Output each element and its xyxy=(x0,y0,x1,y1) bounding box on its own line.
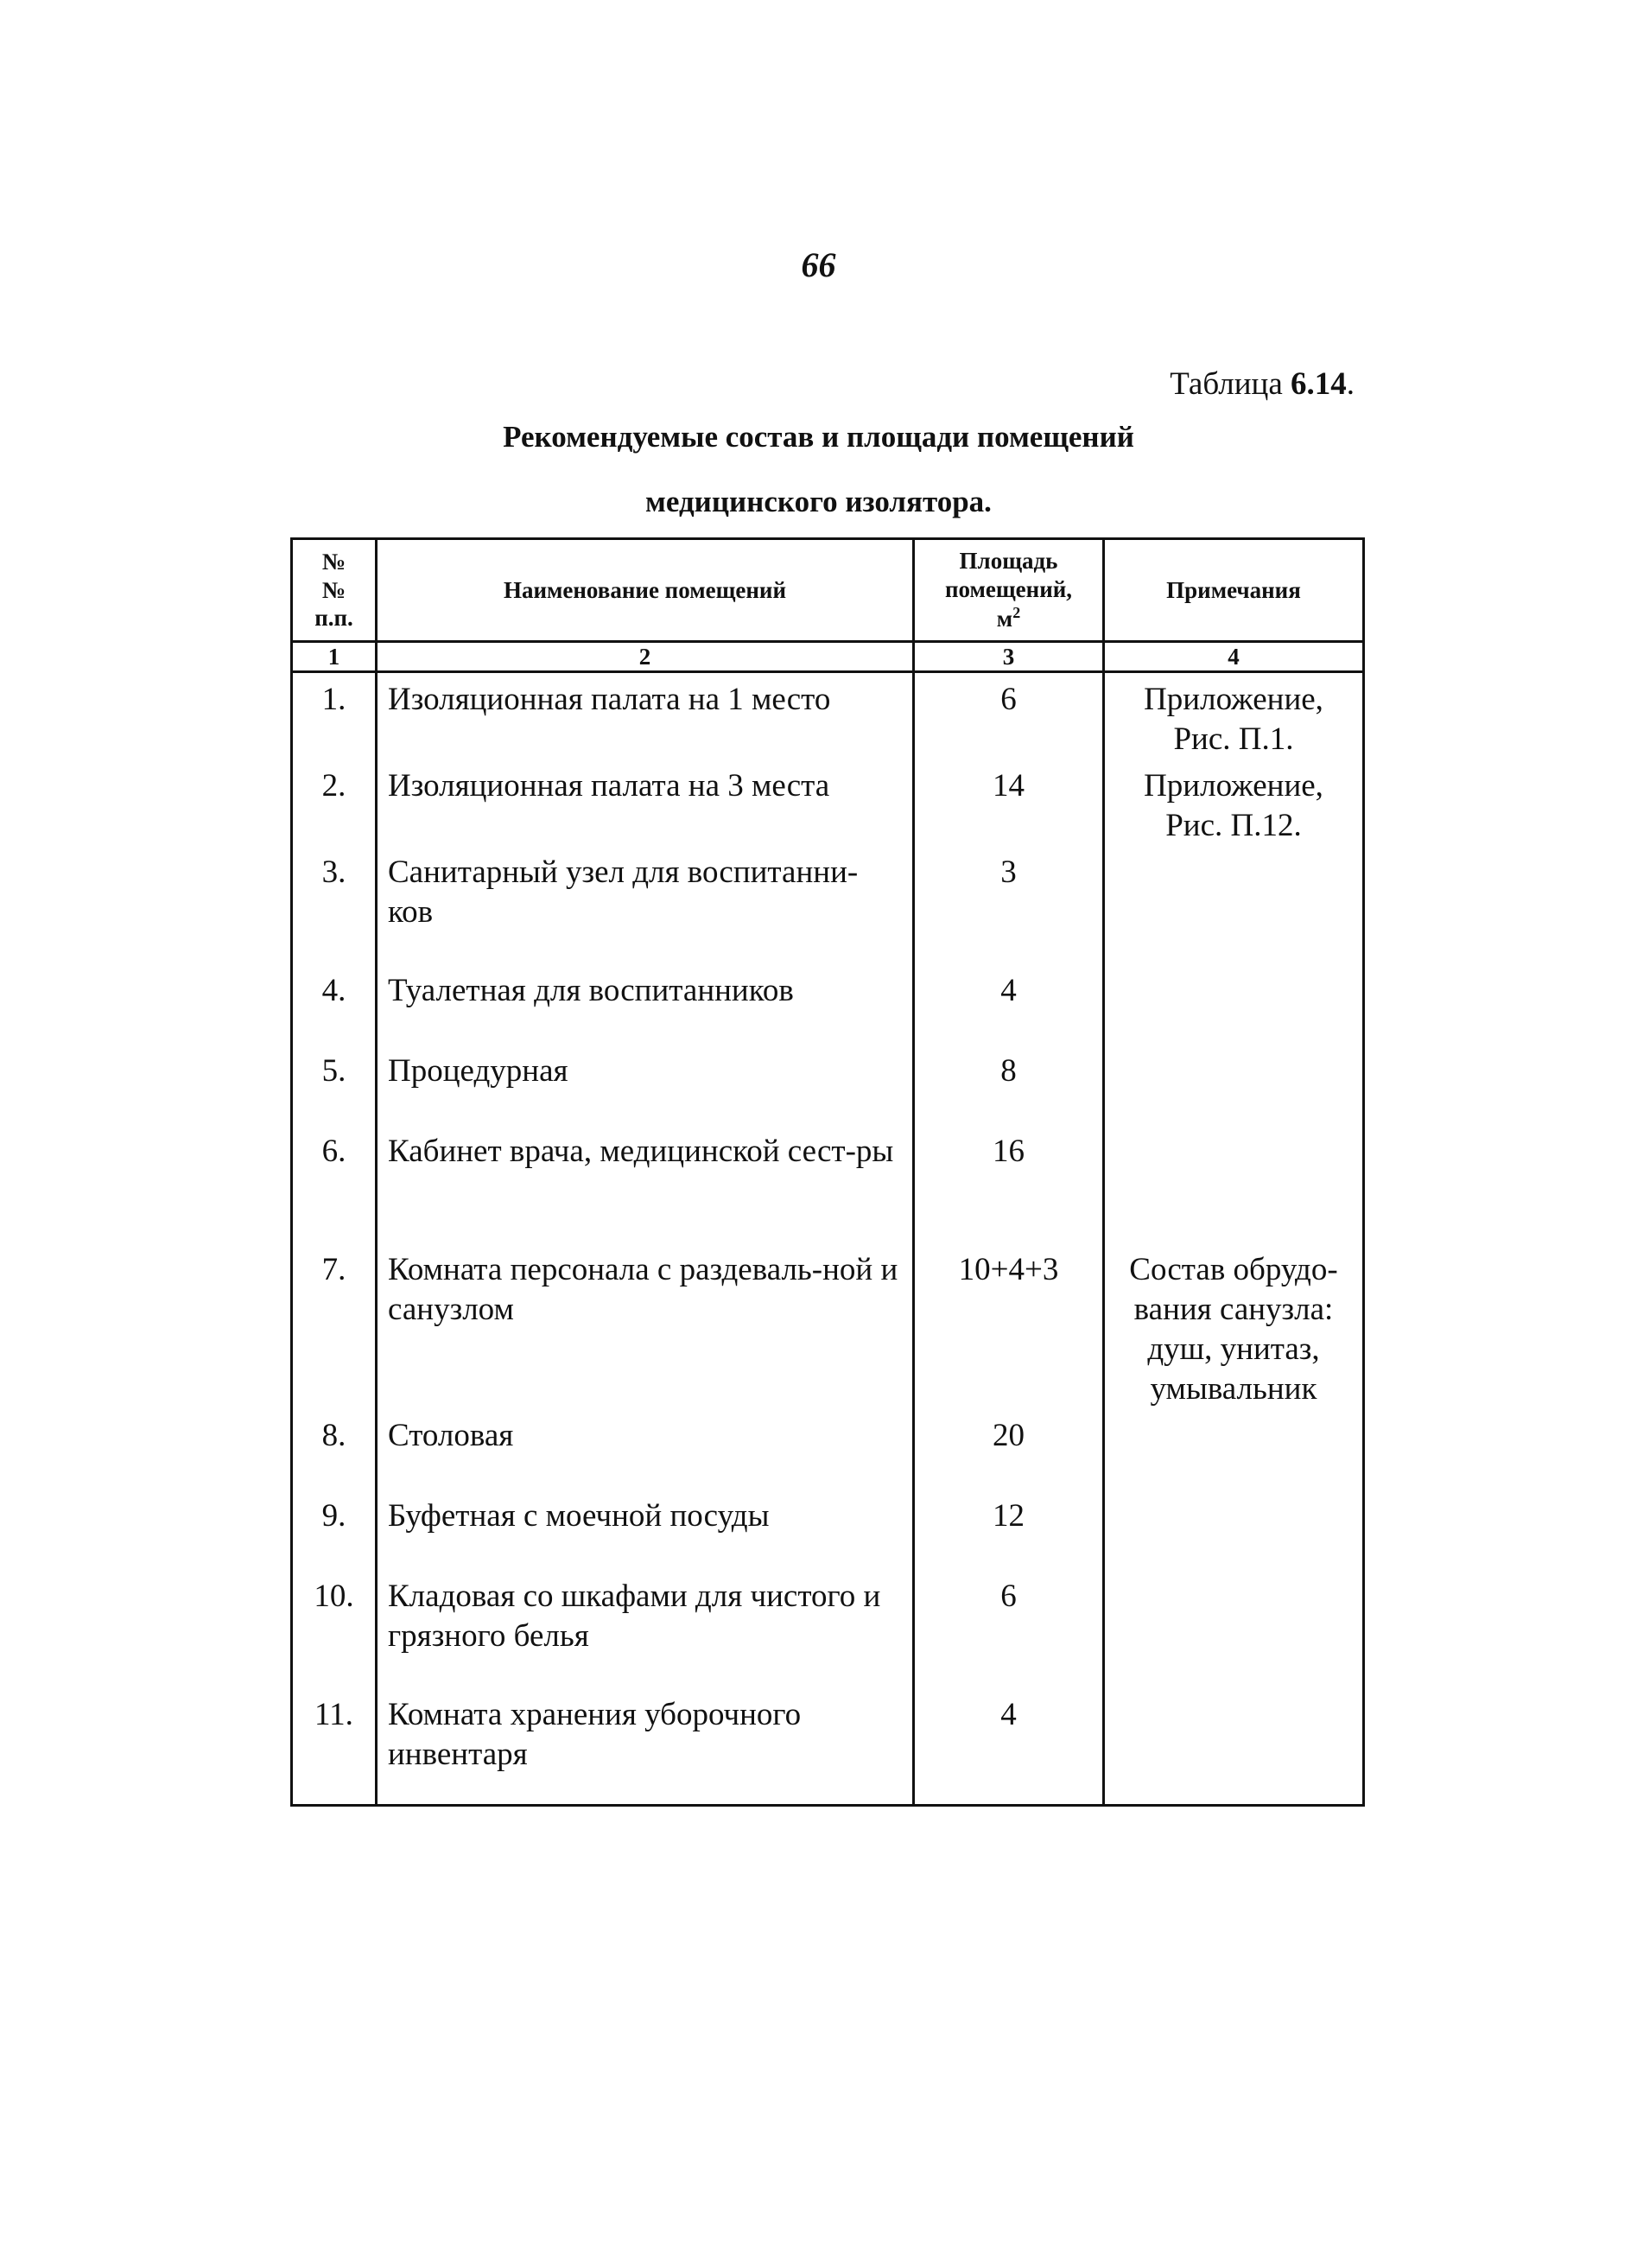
room-note xyxy=(1104,1125,1364,1243)
row-number: 4. xyxy=(292,964,377,1045)
row-number: 9. xyxy=(292,1490,377,1570)
header-row xyxy=(292,539,1364,642)
room-name: Кабинет врача, медицинской сест-ры xyxy=(377,1125,914,1243)
header-notes: Примечания xyxy=(1104,539,1364,642)
room-note xyxy=(1104,759,1364,846)
table-title-line-1: Рекомендуемые состав и площади помещений xyxy=(503,420,1134,454)
row-number: 1. xyxy=(292,672,377,760)
table-row xyxy=(292,759,1364,846)
row-number: 2. xyxy=(292,759,377,846)
header-number-line-2: № xyxy=(321,576,346,603)
table-row xyxy=(292,846,1364,964)
page-number: 66 xyxy=(801,245,836,284)
room-name: Изоляционная палата на 3 места xyxy=(377,759,914,846)
table-title-line-2: медицинского изолятора. xyxy=(645,485,992,518)
room-note xyxy=(1104,1045,1364,1125)
room-note xyxy=(1104,1409,1364,1490)
room-area: 14 xyxy=(914,759,1104,846)
note-line: душ, унитаз, xyxy=(1147,1331,1320,1367)
room-area: 3 xyxy=(914,846,1104,964)
rooms-table xyxy=(290,537,1365,1807)
table-row xyxy=(292,1243,1364,1409)
room-note xyxy=(1104,1570,1364,1688)
table-label-suffix: . xyxy=(1346,366,1355,402)
header-area xyxy=(914,539,1104,642)
header-area-unit-sup: 2 xyxy=(1012,603,1021,621)
room-note xyxy=(1104,1688,1364,1805)
header-area-unit xyxy=(915,604,1102,633)
header-name: Наименование помещений xyxy=(377,539,914,642)
room-name: Санитарный узел для воспитанни-ков xyxy=(377,846,914,964)
column-number-row xyxy=(292,642,1364,672)
room-name: Буфетная с моечной посуды xyxy=(377,1490,914,1570)
room-note xyxy=(1104,1490,1364,1570)
room-name: Столовая xyxy=(377,1409,914,1490)
room-area: 6 xyxy=(914,1570,1104,1688)
header-number-line-3: п.п. xyxy=(314,605,353,632)
row-number: 10. xyxy=(292,1570,377,1688)
table-row xyxy=(292,1409,1364,1490)
table-row xyxy=(292,1490,1364,1570)
row-number: 6. xyxy=(292,1125,377,1243)
table-row xyxy=(292,1688,1364,1805)
room-name: Комната персонала с раздеваль-ной и санузлом xyxy=(377,1243,914,1409)
row-number: 7. xyxy=(292,1243,377,1409)
note-line: Приложение, xyxy=(1144,682,1323,717)
header-number xyxy=(292,539,377,642)
table-row xyxy=(292,964,1364,1045)
room-name: Кладовая со шкафами для чистого и грязного белья xyxy=(377,1570,914,1688)
room-note xyxy=(1104,1243,1364,1409)
room-name: Изоляционная палата на 1 место xyxy=(377,672,914,760)
column-number-2: 2 xyxy=(377,642,914,672)
room-area: 6 xyxy=(914,672,1104,760)
room-name: Комната хранения уборочного инвентаря xyxy=(377,1688,914,1805)
note-line: Состав обрудо- xyxy=(1129,1252,1338,1287)
row-number: 11. xyxy=(292,1688,377,1805)
note-line: Рис. П.1. xyxy=(1173,721,1294,757)
room-area: 10+4+3 xyxy=(914,1243,1104,1409)
header-area-unit-base: м xyxy=(996,605,1013,632)
room-area: 8 xyxy=(914,1045,1104,1125)
room-note xyxy=(1104,672,1364,760)
table-row xyxy=(292,1045,1364,1125)
table-body xyxy=(292,672,1364,1806)
header-area-line-1: Площадь xyxy=(959,548,1058,575)
table-row xyxy=(292,672,1364,760)
row-number: 5. xyxy=(292,1045,377,1125)
column-number-4: 4 xyxy=(1104,642,1364,672)
header-area-line-2: помещений, xyxy=(944,576,1073,603)
room-note xyxy=(1104,846,1364,964)
table-label-number: 6.14 xyxy=(1291,366,1347,402)
note-line: Приложение, xyxy=(1144,768,1323,804)
row-number: 3. xyxy=(292,846,377,964)
room-area: 16 xyxy=(914,1125,1104,1243)
table-label-prefix: Таблица xyxy=(1170,366,1291,402)
note-line: вания санузла: xyxy=(1133,1292,1334,1327)
room-area: 4 xyxy=(914,1688,1104,1805)
table-row xyxy=(292,1125,1364,1243)
column-number-3: 3 xyxy=(914,642,1104,672)
note-line: умывальник xyxy=(1150,1371,1317,1407)
room-area: 20 xyxy=(914,1409,1104,1490)
room-note xyxy=(1104,964,1364,1045)
header-number-line-1: № xyxy=(321,548,346,575)
table-row xyxy=(292,1570,1364,1688)
row-number: 8. xyxy=(292,1409,377,1490)
room-name: Процедурная xyxy=(377,1045,914,1125)
room-area: 4 xyxy=(914,964,1104,1045)
table-label xyxy=(1170,365,1355,403)
column-number-1: 1 xyxy=(292,642,377,672)
room-name: Туалетная для воспитанников xyxy=(377,964,914,1045)
note-line: Рис. П.12. xyxy=(1165,808,1302,843)
room-area: 12 xyxy=(914,1490,1104,1570)
